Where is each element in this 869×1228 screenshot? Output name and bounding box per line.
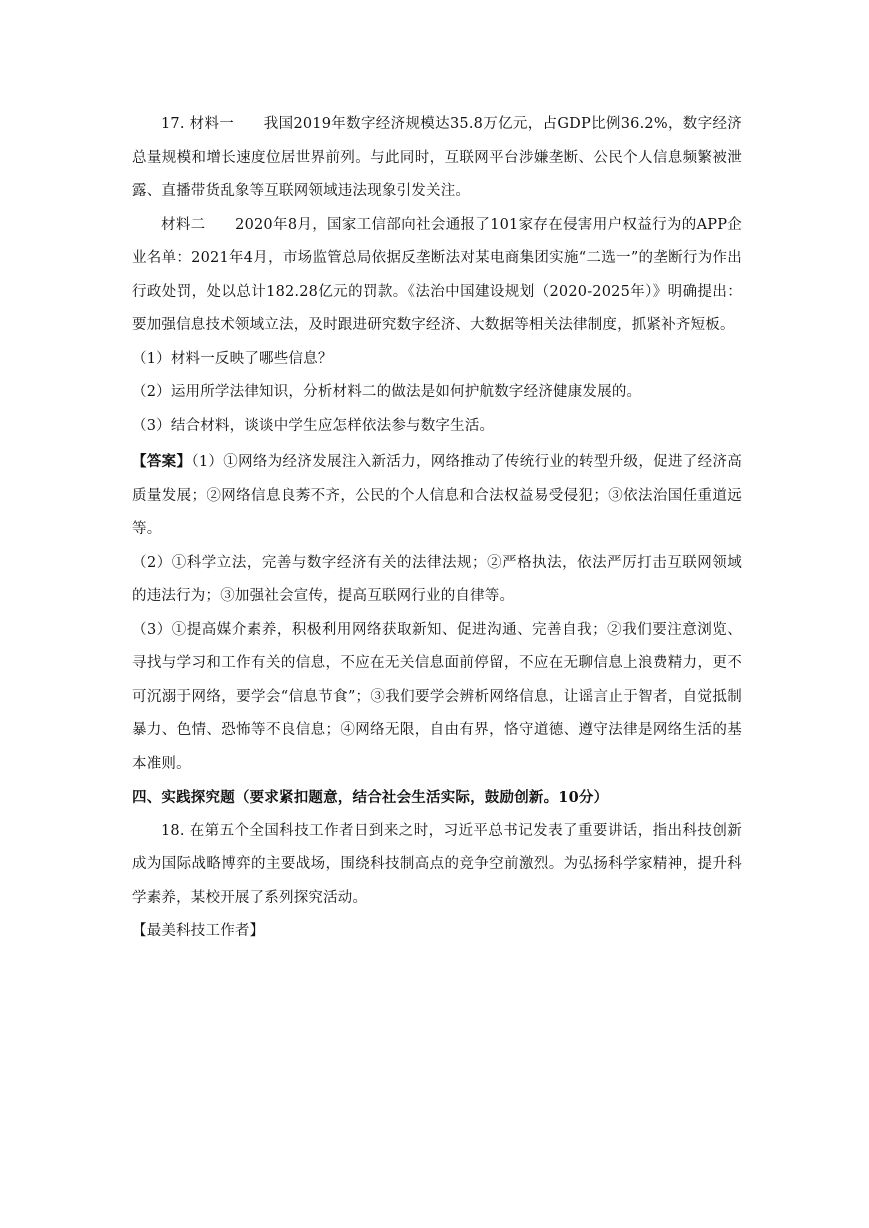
q17-material-2: 材料二 2020年8月，国家工信部向社会通报了101家存在侵害用户权益行为的APP企业名单：2021年4月，市场监管总局依据反垄断法对某电商集团实施“二选一”的垄断行为作出行政处罚，处以总计182.28亿元的罚款。《法治中国建设规划（2020-2025年）》明确提出：要加强信息技术领域立法，及时跟进研究数字经济、大数据等相关法律制度，抓紧补齐短板。 <box>132 216 742 333</box>
q17-subquestion-1: （1）材料一反映了哪些信息？ <box>132 350 333 367</box>
q17-subquestion-2: （2）运用所学法律知识，分析材料二的做法是如何护航数字经济健康发展的。 <box>132 384 642 400</box>
q17-answer-3: （3）①提高媒介素养，积极利用网络获取新知、促进沟通、完善自我；②我们要注意浏览、寻找与学习和工作有关的信息，不应在无关信息面前停留，不应在无聊信息上浪费精力，更不可沉溺于网络，要学会“信息节食”；③我们要学会辨析网络信息，让谣言止于智者，自觉抵制暴力、色情、恐怖等不良信息；④网络无限，自由有界，恪守道德、遵守法律是网络生活的基本准则。 <box>132 621 742 772</box>
q17-subquestion-3: （3）结合材料，谈谈中学生应怎样依法参与数字生活。 <box>132 417 495 434</box>
document-content <box>132 108 742 949</box>
q17-answer-2: （2）①科学立法，完善与数字经济有关的法律法规；②严格执法，依法严厉打击互联网领域的违法行为；③加强社会宣传，提高互联网行业的自律等。 <box>132 554 742 604</box>
q18-text: 18. 在第五个全国科技工作者日到来之时，习近平总书记发表了重要讲话，指出科技创新成为国际战略博弈的主要战场，围绕科技制高点的竞争空前激烈。为弘扬科学家精神，提升科学素养，某校开展了系列探究活动。 <box>132 822 742 906</box>
section-4-heading: 四、实践探究题（要求紧扣题意，结合社会生活实际，鼓励创新。10分） <box>132 789 609 806</box>
q17-material-1: 17. 材料一 我国2019年数字经济规模达35.8万亿元，占GDP比例36.2%，数字经济总量规模和增长速度位居世界前列。与此同时，互联网平台涉嫌垄断、公民个人信息频繁被泄露、直播带货乱象等互联网领域违法现象引发关注。 <box>132 116 742 199</box>
answer-label: 【答案】 <box>132 453 192 470</box>
q17-answer-1 <box>132 445 742 547</box>
q18-subheading: 【最美科技工作者】 <box>132 923 265 939</box>
answer-1-text: （1）①网络为经济发展注入新活力，网络推动了传统行业的转型升级，促进了经济高质量发展；②网络信息良莠不齐，公民的个人信息和合法权益易受侵犯；③依法治国任重道远等。 <box>132 454 742 537</box>
